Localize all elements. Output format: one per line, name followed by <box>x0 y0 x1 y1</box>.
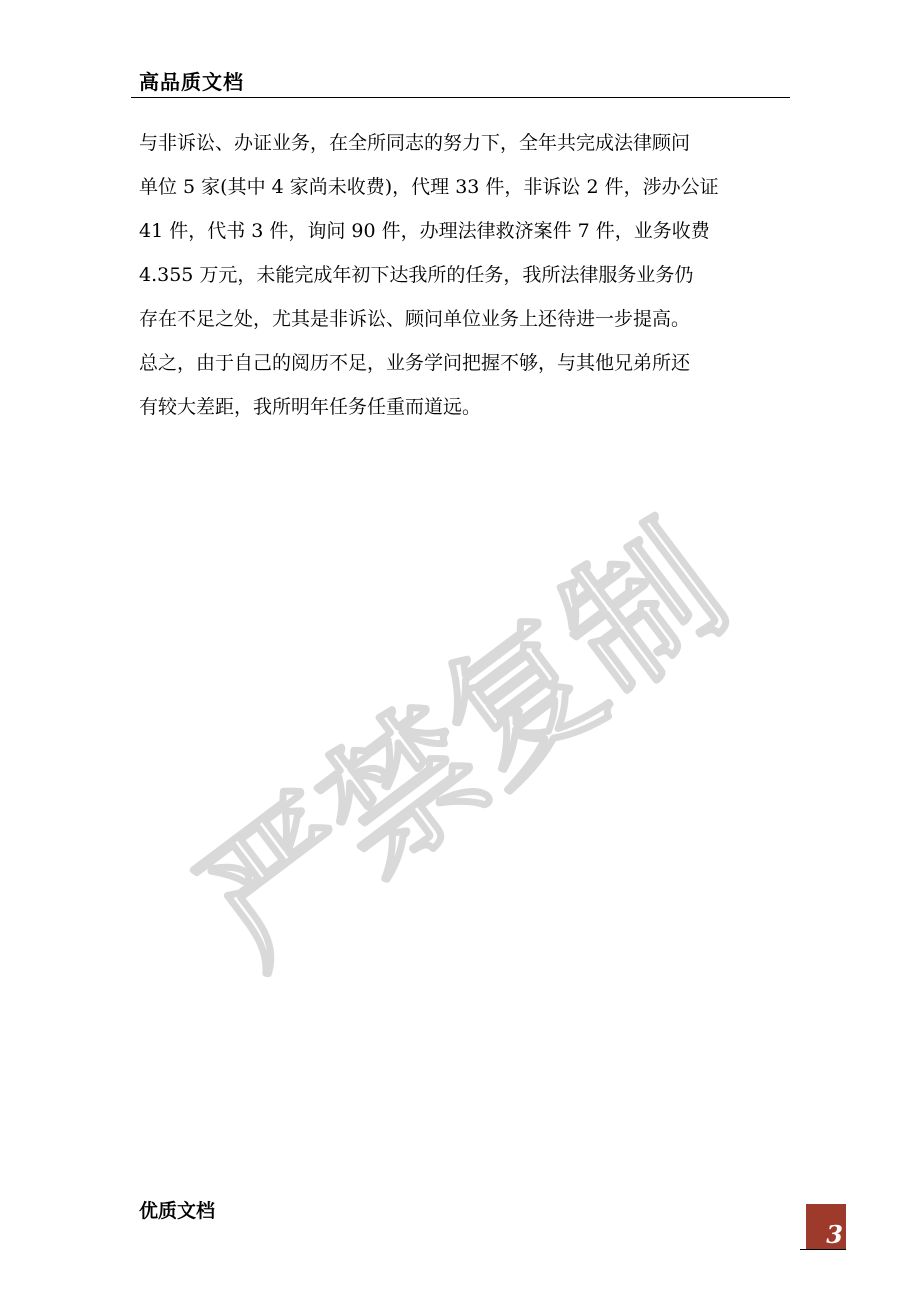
page-number-underline <box>800 1249 846 1250</box>
header-title: 高品质文档 <box>139 70 244 94</box>
header-divider <box>131 97 790 98</box>
footer-label: 优质文档 <box>139 1200 216 1222</box>
body-line: 41 件，代书 3 件，询问 90 件，办理法律救济案件 7 件，业务收费 <box>139 220 710 242</box>
body-line: 与非诉讼、办证业务，在全所同志的努力下，全年共完成法律顾问 <box>139 132 691 154</box>
body-line: 有较大差距，我所明年任务任重而道远。 <box>139 396 482 418</box>
body-line: 单位 5 家(其中 4 家尚未收费)，代理 33 件，非诉讼 2 件，涉办公证 <box>139 176 719 198</box>
page-number: 3 <box>826 1220 843 1249</box>
body-line: 总之，由于自己的阅历不足，业务学问把握不够，与其他兄弟所还 <box>139 352 691 374</box>
watermark-text: 严禁复制 <box>172 496 756 998</box>
body-paragraph <box>139 121 779 429</box>
page-number-box <box>806 1204 846 1249</box>
body-line: 4.355 万元，未能完成年初下达我所的任务，我所法律服务业务仍 <box>139 264 694 286</box>
body-line: 存在不足之处，尤其是非诉讼、顾问单位业务上还待进一步提高。 <box>139 308 691 330</box>
